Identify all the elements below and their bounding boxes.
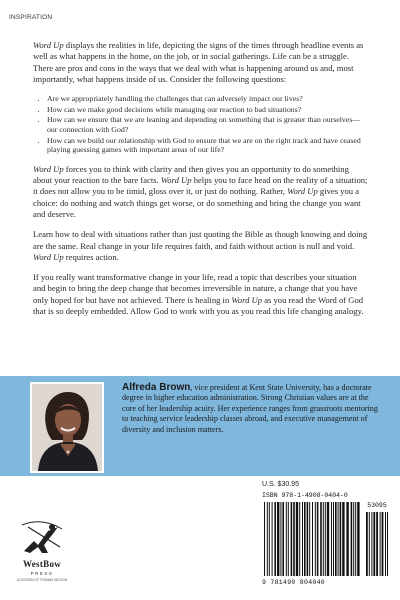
author-name: Alfreda Brown — [122, 382, 191, 393]
paragraph-3: Learn how to deal with situations rather than just quoting the Bible as though knowing and doing are the same. Real change in your life requires faith, and faith without action is null and void. Word Up requires action. — [33, 229, 368, 262]
back-cover-description — [33, 40, 369, 326]
list-item: • Are we appropriately handling the challenges that can adversely impact our lives? — [47, 94, 369, 104]
list-item: • How can we ensure that we are leaning and depending on something that is greater than ourselves—our connection with God? — [47, 115, 369, 134]
list-item: • How can we build our relationship with God to ensure that we are on the right track and have ceased playing guessing games with important areas of our life? — [47, 136, 369, 155]
isbn-barcode — [262, 492, 390, 590]
category-header — [0, 0, 400, 22]
paragraph-2: Word Up forces you to think with clarity and then gives you an opportunity to do something about your reaction to the bare facts. Word Up helps you to face head on the reality of a situation; it does not allow you to be timid, gloss over it, or just do nothing. Rather, Word Up gives you a choice: do nothing and watch things get worse, or do something and bring the change you want and deserve. — [33, 163, 368, 219]
author-bio — [122, 383, 384, 435]
price-label: U.S. $30.95 — [262, 481, 299, 488]
publisher-name: WestBow — [22, 559, 62, 569]
publisher-tagline: A DIVISION OF THOMAS NELSON — [16, 578, 68, 582]
barcode-digits: 9 781490 804040 — [262, 579, 326, 586]
intro-paragraph: Word Up displays the realities in life, depicting the signs of the times through headline events as well as what happens in the home, on the job, or in social gatherings. Life can be a struggle. There are pros and cons in the ways that we deal with what is happening around us and, most importantly, what happens inside of us. Consider the following questions: — [33, 40, 364, 84]
price-code-label: 53095 — [367, 502, 387, 509]
archer-icon — [14, 519, 70, 559]
list-item: • How can we make good decisions while managing our reaction to bad situations? — [47, 105, 369, 115]
author-photo — [30, 382, 104, 473]
questions-list — [33, 94, 369, 155]
category-label: INSPIRATION — [9, 14, 53, 21]
publisher-press: PRESS — [30, 571, 54, 576]
barcode-bars — [262, 502, 390, 578]
paragraph-4: If you really want transformative change in your life, read a topic that describes your situation and begin to bring the deep change that becomes irreversible in nature, a change that you have only hoped for but have not achieved. There is healing in Word Up as you read the Word of God that is so deeply embedded. Allow God to work with you as you read this life changing analogy. — [33, 272, 364, 317]
isbn-number: ISBN 978-1-4908-0404-0 — [262, 492, 348, 499]
publisher-logo — [14, 519, 70, 591]
book-title: Word Up — [33, 40, 64, 50]
bio-text: , vice president at Kent State University, has a doctorate degree in higher education administration. Strong Christian values are at the core of her leadership acuity. Her experience ranges from grassroots mentoring to teaching service leadership classes abroad, and executive management of diversity and inclusion matters. — [122, 383, 378, 434]
